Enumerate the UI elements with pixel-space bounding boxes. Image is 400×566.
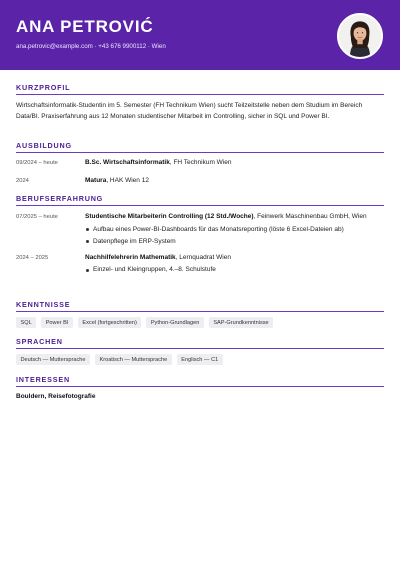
section-title-interests: INTERESSEN (16, 375, 384, 387)
portrait-image (339, 15, 381, 57)
interests-section (16, 375, 384, 400)
contact-line: ana.petrovic@example.com · +43 676 9900112 · Wien (16, 43, 166, 50)
language-chip: Kroatisch — Muttersprache (95, 354, 172, 365)
education-entry (16, 176, 384, 187)
entry-degree: B.Sc. Wirtschaftsinformatik (85, 159, 170, 166)
entry-body (85, 158, 384, 169)
experience-entry (16, 212, 384, 248)
language-chips (16, 354, 384, 365)
entry-date: 2024 (16, 177, 29, 184)
profile-photo (337, 13, 383, 59)
section-title-education: AUSBILDUNG (16, 141, 384, 153)
entry-company: , Lernquadrat Wien (175, 253, 231, 261)
language-chip: Englisch — C1 (177, 354, 223, 365)
profile-text: Wirtschaftsinformatik-Studentin im 5. Semester (FH Technikum Wien) sucht Teilzeitstelle neben dem Studium im Bereich Data/BI. Praxiserfahrung aus 12 Monaten studentischer Mitarbeit im Controlling, sicher in SQL und Power BI. (16, 102, 363, 121)
entry-bullets (85, 224, 384, 248)
entry-bullets (85, 264, 384, 276)
section-title-experience: BERUFSERFAHRUNG (16, 194, 384, 206)
entry-date: 09/2024 – heute (16, 160, 58, 166)
skill-chip: Python-Grundlagen (146, 317, 204, 328)
candidate-name: ANA PETROVIĆ (16, 17, 154, 36)
entry-role: Nachhilfelehrerin Mathematik (85, 253, 176, 261)
entry-body (85, 176, 384, 187)
entry-date: 2024 – 2025 (16, 254, 49, 261)
skill-chip: Power BI (41, 317, 73, 328)
entry-school: , FH Technikum Wien (169, 159, 232, 166)
entry-school: , HAK Wien 12 (106, 176, 149, 184)
skill-chip: SQL (16, 317, 36, 328)
entry-company: , Feinwerk Maschinenbau GmbH, Wien (253, 213, 367, 220)
experience-entry (16, 253, 384, 277)
skills-section (16, 300, 384, 328)
education-section (16, 141, 384, 186)
entry-body (85, 212, 384, 248)
section-title-skills: KENNTNISSE (16, 300, 384, 312)
section-title-languages: SPRACHEN (16, 337, 384, 349)
experience-section (16, 194, 384, 276)
resume-header (0, 0, 400, 70)
skill-chip: Excel (fortgeschritten) (78, 317, 141, 328)
education-entry (16, 158, 384, 169)
bullet-item: Datenpflege im ERP-System (85, 236, 384, 248)
languages-section (16, 337, 384, 365)
profile-section (16, 83, 384, 122)
skill-chips (16, 317, 384, 328)
entry-role: Studentische Mitarbeiterin Controlling (12 Std./Woche) (85, 213, 254, 220)
entry-date: 07/2025 – heute (16, 214, 58, 220)
bullet-item: Aufbau eines Power-BI-Dashboards für das Monatsreporting (löste 6 Excel-Dateien ab) (85, 224, 384, 236)
language-chip: Deutsch — Muttersprache (16, 354, 90, 365)
bullet-item: Einzel- und Kleingruppen, 4.–8. Schulstufe (85, 264, 384, 276)
skill-chip: SAP-Grundkenntnisse (209, 317, 273, 328)
interests-text: Bouldern, Reisefotografie (16, 393, 96, 400)
section-title-profile: KURZPROFIL (16, 83, 384, 95)
entry-body (85, 253, 384, 277)
entry-degree: Matura (85, 176, 107, 184)
